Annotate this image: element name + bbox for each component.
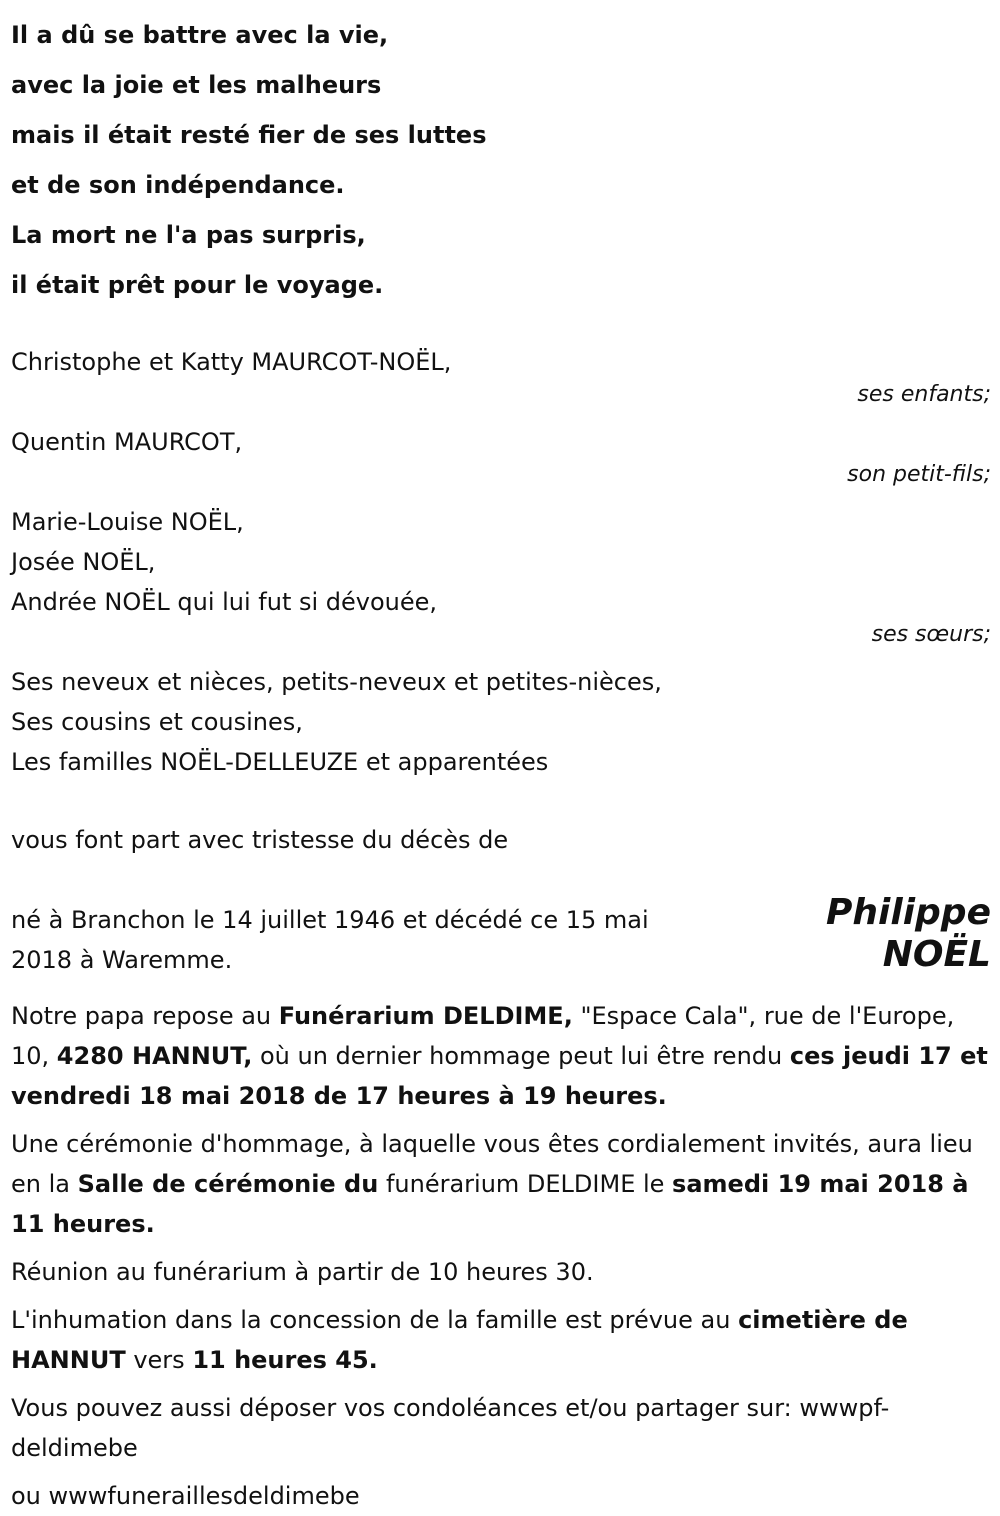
- condolences-paragraph: Vous pouvez aussi déposer vos condoléances et/ou partager sur: wwwpf-deldimebe: [11, 1394, 890, 1462]
- deceased-last-name: NOËL: [882, 934, 991, 975]
- reunion-paragraph: Réunion au funérarium à partir de 10 heures 30.: [11, 1258, 594, 1286]
- family-name: Ses neveux et nièces, petits-neveux et petites-nièces,: [11, 668, 662, 696]
- poem-line: Il a dû se battre avec la vie,: [11, 21, 389, 49]
- family-name: Josée NOËL,: [11, 548, 156, 576]
- family-role: ses sœurs;: [871, 622, 991, 647]
- birth-death-text: né à Branchon le 14 juillet 1946 et décédé ce 15 mai 2018 à Waremme.: [11, 906, 649, 974]
- deceased-block: [11, 892, 991, 990]
- poem-line: La mort ne l'a pas surpris,: [11, 221, 366, 249]
- poem-line: il était prêt pour le voyage.: [11, 271, 384, 299]
- poem: [11, 10, 991, 310]
- burial-paragraph: L'inhumation dans la concession de la famille est prévue au cimetière de HANNUT vers 11 heures 45.: [11, 1306, 908, 1374]
- family-sisters: [11, 502, 991, 648]
- ceremony-paragraph: Une cérémonie d'hommage, à laquelle vous êtes cordialement invités, aura lieu en la Salle de cérémonie du funérarium DELDIME le samedi 19 mai 2018 à 11 heures.: [11, 1130, 973, 1238]
- poem-line: avec la joie et les malheurs: [11, 71, 382, 99]
- family-others: [11, 662, 991, 782]
- deceased-first-name: Philippe: [826, 892, 991, 933]
- family-children: [11, 342, 991, 408]
- family-name: Ses cousins et cousines,: [11, 708, 303, 736]
- family-name: Quentin MAURCOT,: [11, 428, 243, 456]
- obituary-notice: [11, 0, 991, 1516]
- family-grandson: [11, 422, 991, 488]
- family-role: ses enfants;: [857, 382, 991, 407]
- family-name: Marie-Louise NOËL,: [11, 508, 244, 536]
- family-name: Les familles NOËL-DELLEUZE et apparentées: [11, 748, 549, 776]
- family-name: Andrée NOËL qui lui fut si dévouée,: [11, 588, 438, 616]
- visitation-paragraph: Notre papa repose au Funérarium DELDIME, "Espace Cala", rue de l'Europe, 10, 4280 HANNUT, où un dernier hommage peut lui être rendu ces jeudi 17 et vendredi 18 mai 2018 de 17 heures à 19 heures.: [11, 1002, 988, 1110]
- family-role: son petit-fils;: [847, 462, 991, 487]
- poem-line: mais il était resté fier de ses luttes: [11, 121, 487, 149]
- family-name: Christophe et Katty MAURCOT-NOËL,: [11, 348, 452, 376]
- poem-line: et de son indépendance.: [11, 171, 345, 199]
- deceased-name: [826, 892, 991, 976]
- announcement: vous font part avec tristesse du décès de: [11, 826, 509, 854]
- condolences-alt-paragraph: ou wwwfuneraillesdeldimebe: [11, 1482, 360, 1510]
